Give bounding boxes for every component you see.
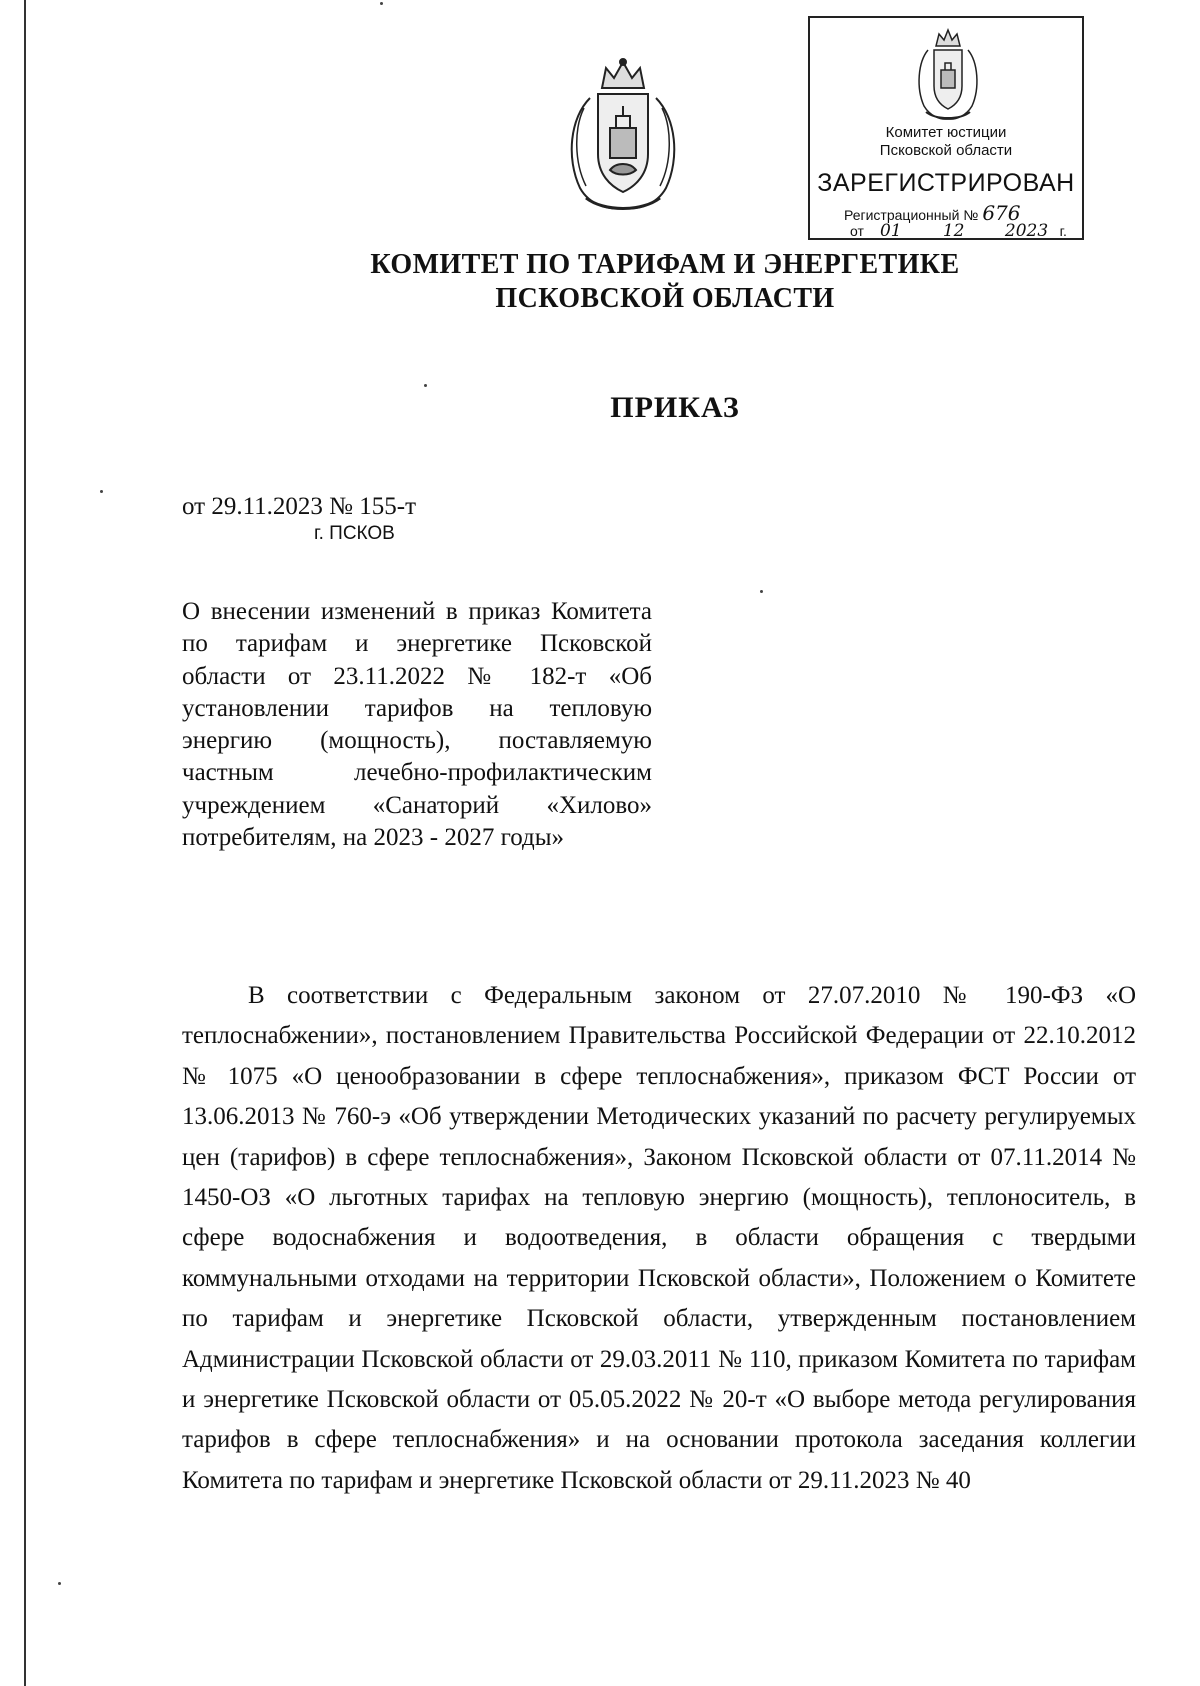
document-type-heading: ПРИКАЗ [610,391,740,424]
stamp-reg-label: Регистрационный № [844,207,979,223]
order-body-paragraph: В соответствии с Федеральным законом от 27.07.2010 № 190-ФЗ «О теплоснабжении», постановлением Правительства Российской Федерации от 22.10.2012 № 1075 «О ценообразовании в сфере теплоснабжения», приказом ФСТ России от 13.06.2013 № 760-э «Об утверждении Методических указаний по расчету регулируемых цен (тарифов) в сфере теплоснабжения», Законом Псковской области от 07.11.2014 № 1450-ОЗ «О льготных тарифах на тепловую энергию (мощность), теплоноситель, в сфере водоснабжения и водоотведения, в области обращения с твердыми коммунальными отходами на территории Псковской области», Положением о Комитете по тарифам и энергетике Псковской области, утвержденным постановлением Администрации Псковской области от 29.03.2011 № 110, приказом Комитета по тарифам и энергетике Псковской области от 05.05.2022 № 20-т «О выборе метода регулирования тарифов в сфере теплоснабжения» и на основании протокола заседания коллегии Комитета по тарифам и энергетике Псковской области от 29.11.2023 № 40 [182,982,1136,1494]
scan-speck [424,384,427,387]
stamp-date-suffix: г. [1059,223,1067,239]
scan-speck [100,490,103,493]
stamp-status: ЗАРЕГИСТРИРОВАН [817,169,1075,197]
scan-speck [58,1582,61,1585]
stamp-date [850,222,1067,240]
order-date-number: от 29.11.2023 № 155-т [182,493,417,520]
organization-title [250,248,1080,316]
stamp-authority-line2: Псковской области [879,142,1013,159]
stamp-authority-line1: Комитет юстиции [885,124,1007,141]
coat-of-arms-icon [560,58,686,214]
organization-title-line1: КОМИТЕТ ПО ТАРИФАМ И ЭНЕРГЕТИКЕ [370,249,960,280]
scan-speck [760,590,763,593]
registration-stamp [808,16,1084,240]
order-subject: О внесении изменений в приказ Комитета по тарифам и энергетике Псковской области от 23.11.2022 № 182-т «Об установлении тарифов на тепловую энергию (мощность), поставляемую частным лечебно-профилактическим учреждением «Санаторий «Хилово» потребителям, на 2023 - 2027 годы» [182,598,652,852]
stamp-date-day: 01 [868,223,914,240]
organization-title-line2: ПСКОВСКОЙ ОБЛАСТИ [495,283,835,314]
stamp-date-prefix: от [850,223,864,239]
page-left-edge [24,0,26,1686]
coat-of-arms-icon [912,28,984,122]
order-city: г. ПСКОВ [314,523,395,544]
stamp-date-year: 2023 [994,223,1060,240]
scan-speck [380,2,383,5]
stamp-reg-number-value: 676 [982,201,1021,225]
stamp-date-month: 12 [918,223,990,240]
stamp-registration-number [844,201,1021,225]
